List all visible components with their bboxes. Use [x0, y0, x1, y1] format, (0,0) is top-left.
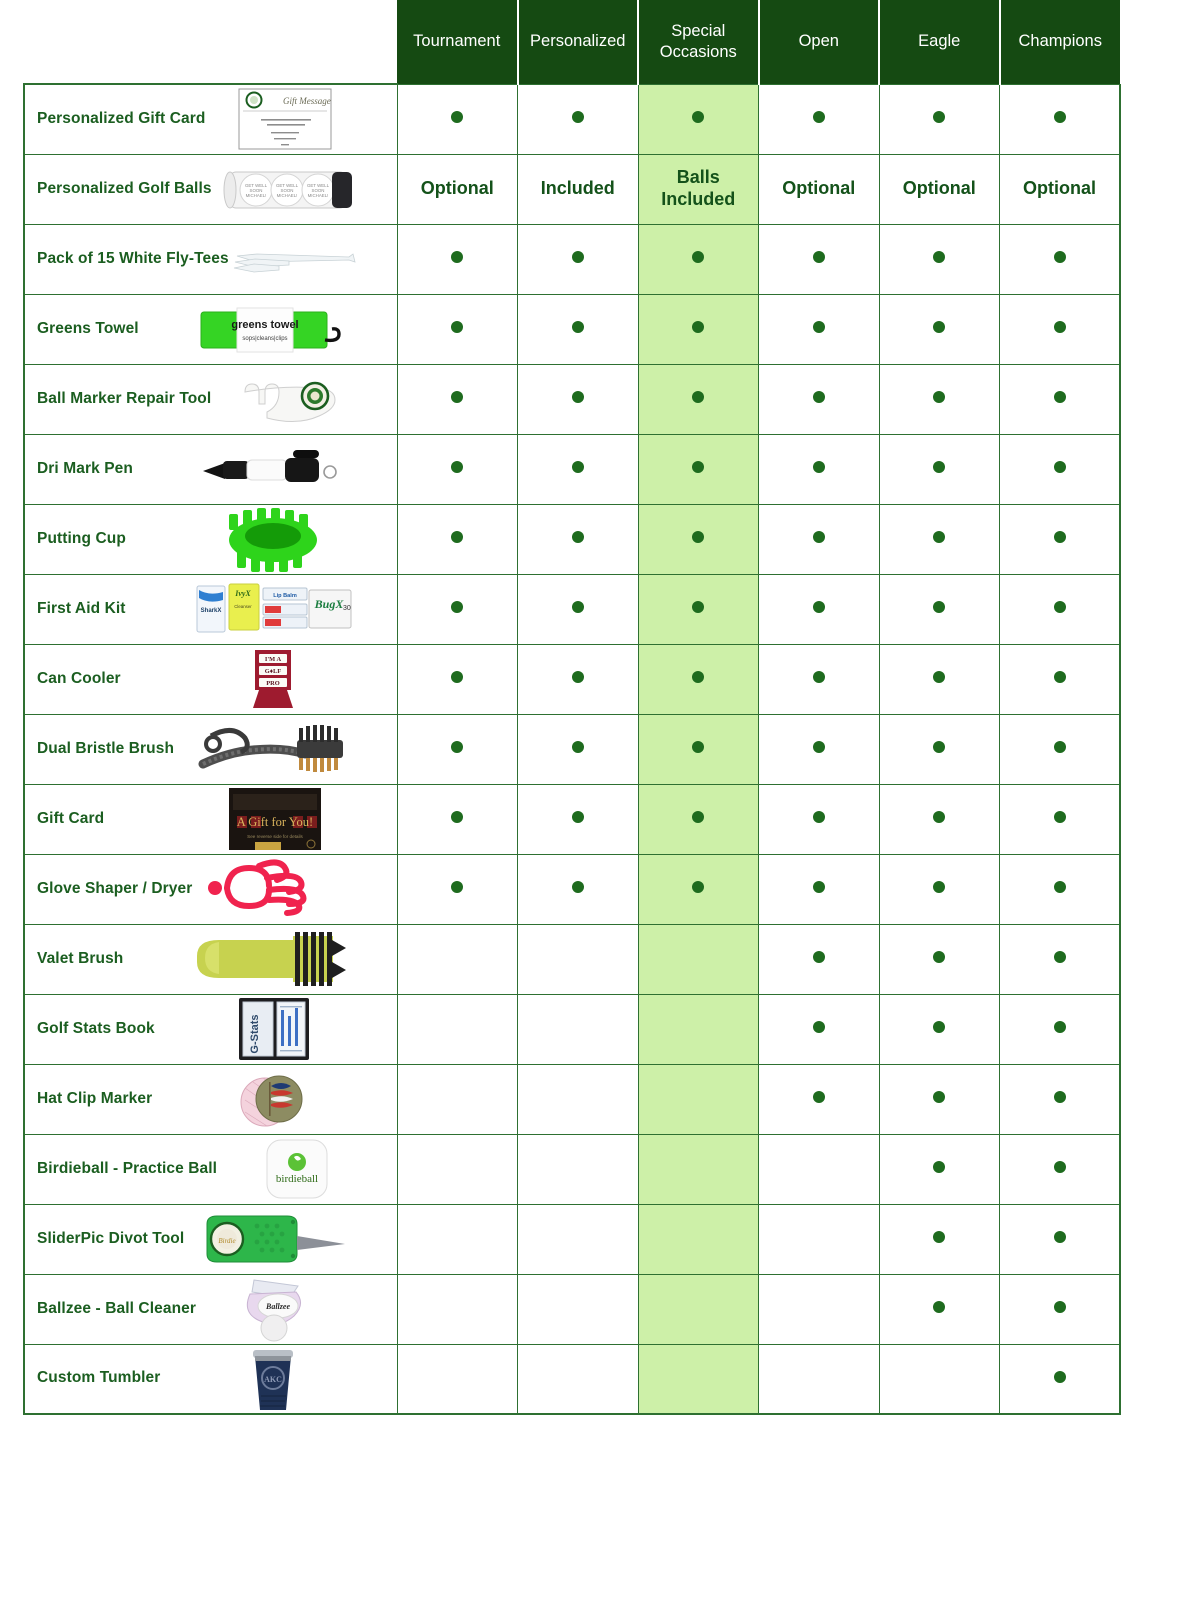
- cell-champions: [1000, 224, 1121, 294]
- cell-champions: [1000, 84, 1121, 154]
- included-dot-icon: [933, 461, 945, 473]
- included-dot-icon: [813, 321, 825, 333]
- cell-personalized: [518, 784, 639, 854]
- column-header-label: Eagle: [918, 32, 961, 51]
- cell-personalized: [518, 1134, 639, 1204]
- table-row: [24, 224, 1120, 294]
- included-dot-icon: [813, 251, 825, 263]
- item-cell: [24, 1274, 397, 1344]
- included-dot-icon: [933, 1301, 945, 1313]
- included-dot-icon: [933, 111, 945, 123]
- column-header-label: Tournament: [413, 32, 501, 51]
- table-row: [24, 1204, 1120, 1274]
- table-body: [24, 84, 1120, 1414]
- cell-open: [759, 294, 880, 364]
- custom-tumbler-image: [193, 1346, 353, 1412]
- cell-special_occasions: [638, 364, 759, 434]
- table-row: [24, 1134, 1120, 1204]
- cell-open: [759, 364, 880, 434]
- header-row: [24, 0, 1120, 84]
- item-cell: [24, 364, 397, 434]
- sliderpic-divot-tool-image: [193, 1206, 353, 1272]
- item-label: SliderPic Divot Tool: [37, 1229, 185, 1247]
- header-blank-corner: [24, 0, 397, 84]
- item-label: Dri Mark Pen: [37, 459, 133, 477]
- cell-special_occasions: [638, 994, 759, 1064]
- included-dot-icon: [692, 881, 704, 893]
- cell-eagle: [879, 84, 1000, 154]
- divot-repair-tool-image: [211, 366, 371, 432]
- cell-open: [759, 574, 880, 644]
- cell-special_occasions: [638, 854, 759, 924]
- cell-open: [759, 224, 880, 294]
- column-header-personalized: [518, 0, 639, 84]
- item-cell: [24, 154, 397, 224]
- item-label: Personalized Gift Card: [37, 109, 206, 127]
- included-dot-icon: [813, 601, 825, 613]
- included-dot-icon: [813, 811, 825, 823]
- cell-special_occasions: [638, 1204, 759, 1274]
- cell-eagle: [879, 1064, 1000, 1134]
- cell-special_occasions: [638, 644, 759, 714]
- table-row: [24, 1064, 1120, 1134]
- cell-eagle: [879, 854, 1000, 924]
- item-cell: [24, 1204, 397, 1274]
- included-dot-icon: [1054, 601, 1066, 613]
- included-dot-icon: [692, 671, 704, 683]
- included-dot-icon: [572, 811, 584, 823]
- cell-champions: [1000, 1204, 1121, 1274]
- column-header-label: Personalized: [530, 32, 626, 51]
- cell-tournament: [397, 294, 518, 364]
- cell-champions: [1000, 1064, 1121, 1134]
- item-cell: [24, 784, 397, 854]
- pen-image: [193, 436, 353, 502]
- included-dot-icon: [451, 811, 463, 823]
- included-dot-icon: [572, 671, 584, 683]
- cell-tournament: [397, 1204, 518, 1274]
- cell-special_occasions: [638, 224, 759, 294]
- included-dot-icon: [1054, 951, 1066, 963]
- item-label: Ballzee - Ball Cleaner: [37, 1299, 196, 1317]
- included-dot-icon: [451, 881, 463, 893]
- cell-eagle: [879, 574, 1000, 644]
- included-dot-icon: [1054, 1021, 1066, 1033]
- item-label: Valet Brush: [37, 949, 124, 967]
- cell-eagle: [879, 1274, 1000, 1344]
- cell-champions: [1000, 294, 1121, 364]
- table-row: [24, 784, 1120, 854]
- birdieball-image: [217, 1136, 377, 1202]
- cell-eagle: [879, 1344, 1000, 1414]
- item-label: Ball Marker Repair Tool: [37, 389, 212, 407]
- cell-open: [759, 854, 880, 924]
- included-dot-icon: [933, 1091, 945, 1103]
- included-dot-icon: [692, 811, 704, 823]
- included-dot-icon: [572, 881, 584, 893]
- cell-tournament: [397, 994, 518, 1064]
- cell-personalized: [518, 154, 639, 224]
- column-header-label-line1: Special: [671, 22, 726, 41]
- cell-eagle: [879, 434, 1000, 504]
- table-row: [24, 644, 1120, 714]
- table-row: [24, 1274, 1120, 1344]
- cell-personalized: [518, 574, 639, 644]
- cell-eagle: [879, 714, 1000, 784]
- cell-text: Optional: [1023, 178, 1096, 199]
- cell-personalized: [518, 1204, 639, 1274]
- cell-tournament: [397, 1344, 518, 1414]
- cell-champions: [1000, 714, 1121, 784]
- included-dot-icon: [1054, 811, 1066, 823]
- item-cell: [24, 1344, 397, 1414]
- column-header-label-line2: Occasions: [659, 42, 737, 61]
- included-dot-icon: [692, 321, 704, 333]
- item-label: Pack of 15 White Fly-Tees: [37, 249, 229, 267]
- cell-open: [759, 994, 880, 1064]
- included-dot-icon: [1054, 111, 1066, 123]
- cell-special_occasions: [638, 154, 759, 224]
- item-label: Glove Shaper / Dryer: [37, 879, 193, 897]
- cell-champions: [1000, 784, 1121, 854]
- cell-tournament: [397, 714, 518, 784]
- included-dot-icon: [1054, 1301, 1066, 1313]
- table-row: [24, 294, 1120, 364]
- included-dot-icon: [572, 531, 584, 543]
- included-dot-icon: [933, 391, 945, 403]
- cell-eagle: [879, 294, 1000, 364]
- included-dot-icon: [813, 741, 825, 753]
- cell-text: Optional: [902, 178, 976, 199]
- item-cell: [24, 294, 397, 364]
- cell-special_occasions: [638, 714, 759, 784]
- cell-open: [759, 924, 880, 994]
- cell-eagle: [879, 924, 1000, 994]
- column-header-champions: [1000, 0, 1121, 84]
- included-dot-icon: [1054, 671, 1066, 683]
- cell-personalized: [518, 1344, 639, 1414]
- item-label: Dual Bristle Brush: [37, 739, 175, 757]
- cell-open: [759, 1344, 880, 1414]
- included-dot-icon: [572, 461, 584, 473]
- included-dot-icon: [692, 531, 704, 543]
- included-dot-icon: [572, 321, 584, 333]
- cell-tournament: [397, 434, 518, 504]
- cell-eagle: [879, 154, 1000, 224]
- cell-eagle: [879, 364, 1000, 434]
- first-aid-packets-image: [193, 576, 353, 642]
- item-label: Golf Stats Book: [37, 1019, 155, 1037]
- cell-open: [759, 1134, 880, 1204]
- cell-special_occasions: [638, 784, 759, 854]
- item-cell: [24, 84, 397, 154]
- included-dot-icon: [933, 1021, 945, 1033]
- included-dot-icon: [451, 671, 463, 683]
- cell-tournament: [397, 84, 518, 154]
- item-cell: [24, 504, 397, 574]
- included-dot-icon: [933, 811, 945, 823]
- gift-card-image: [193, 786, 353, 852]
- included-dot-icon: [572, 741, 584, 753]
- cell-champions: [1000, 1274, 1121, 1344]
- included-dot-icon: [692, 391, 704, 403]
- cell-open: [759, 1064, 880, 1134]
- cell-tournament: [397, 1064, 518, 1134]
- putting-cup-image: [193, 506, 353, 572]
- item-cell: [24, 714, 397, 784]
- cell-personalized: [518, 294, 639, 364]
- item-label: Can Cooler: [37, 669, 121, 687]
- cell-tournament: [397, 924, 518, 994]
- included-dot-icon: [451, 601, 463, 613]
- cell-champions: [1000, 504, 1121, 574]
- included-dot-icon: [1054, 881, 1066, 893]
- table-row: [24, 924, 1120, 994]
- cell-champions: [1000, 1344, 1121, 1414]
- included-dot-icon: [813, 391, 825, 403]
- cell-tournament: [397, 574, 518, 644]
- cell-champions: [1000, 574, 1121, 644]
- club-brush-image: [193, 716, 353, 782]
- table-row: [24, 364, 1120, 434]
- included-dot-icon: [1054, 1231, 1066, 1243]
- cell-text: Optional: [782, 178, 856, 199]
- cell-open: [759, 644, 880, 714]
- package-comparison-table: [23, 0, 1121, 1415]
- table-row: [24, 994, 1120, 1064]
- included-dot-icon: [813, 1091, 825, 1103]
- cell-text: Optional: [420, 178, 494, 199]
- hat-clip-marker-image: [193, 1066, 353, 1132]
- cell-special_occasions: [638, 294, 759, 364]
- cell-champions: [1000, 154, 1121, 224]
- cell-personalized: [518, 84, 639, 154]
- cell-open: [759, 784, 880, 854]
- cell-champions: [1000, 644, 1121, 714]
- included-dot-icon: [692, 601, 704, 613]
- cell-special_occasions: [638, 84, 759, 154]
- included-dot-icon: [692, 461, 704, 473]
- column-header-tournament: [397, 0, 518, 84]
- included-dot-icon: [813, 951, 825, 963]
- included-dot-icon: [813, 881, 825, 893]
- included-dot-icon: [933, 881, 945, 893]
- item-label: Custom Tumbler: [37, 1369, 161, 1387]
- column-header-label: Open: [798, 32, 839, 51]
- cell-open: [759, 154, 880, 224]
- cell-special_occasions: [638, 1344, 759, 1414]
- cell-tournament: [397, 1134, 518, 1204]
- cell-special_occasions: [638, 1134, 759, 1204]
- item-cell: [24, 1064, 397, 1134]
- gift-certificate-image: [205, 86, 365, 152]
- item-cell: [24, 644, 397, 714]
- column-header-eagle: [879, 0, 1000, 84]
- cell-eagle: [879, 784, 1000, 854]
- table-row: [24, 854, 1120, 924]
- cell-special_occasions: [638, 434, 759, 504]
- column-header-open: [759, 0, 880, 84]
- cell-eagle: [879, 1204, 1000, 1274]
- cell-personalized: [518, 924, 639, 994]
- included-dot-icon: [451, 461, 463, 473]
- item-cell: [24, 1134, 397, 1204]
- cell-open: [759, 434, 880, 504]
- table-row: [24, 714, 1120, 784]
- cell-tournament: [397, 854, 518, 924]
- cell-special_occasions: [638, 1274, 759, 1344]
- cell-champions: [1000, 1134, 1121, 1204]
- column-header-label: Champions: [1018, 32, 1102, 51]
- item-label: First Aid Kit: [37, 599, 126, 617]
- golf-ball-sleeve-image: [212, 156, 372, 222]
- item-label: Greens Towel: [37, 319, 139, 337]
- cell-open: [759, 1204, 880, 1274]
- cell-tournament: [397, 644, 518, 714]
- cell-tournament: [397, 784, 518, 854]
- cell-personalized: [518, 434, 639, 504]
- included-dot-icon: [1054, 741, 1066, 753]
- cell-champions: [1000, 994, 1121, 1064]
- item-cell: [24, 224, 397, 294]
- item-cell: [24, 434, 397, 504]
- column-header-special-occasions: [638, 0, 759, 84]
- included-dot-icon: [933, 1231, 945, 1243]
- can-koozie-image: [193, 646, 353, 712]
- cell-champions: [1000, 854, 1121, 924]
- included-dot-icon: [933, 251, 945, 263]
- item-label: Birdieball - Practice Ball: [37, 1159, 218, 1177]
- included-dot-icon: [1054, 1371, 1066, 1383]
- cell-champions: [1000, 434, 1121, 504]
- cell-personalized: [518, 224, 639, 294]
- cell-personalized: [518, 714, 639, 784]
- table-row: [24, 1344, 1120, 1414]
- included-dot-icon: [813, 111, 825, 123]
- included-dot-icon: [451, 741, 463, 753]
- included-dot-icon: [572, 251, 584, 263]
- included-dot-icon: [692, 251, 704, 263]
- included-dot-icon: [933, 321, 945, 333]
- included-dot-icon: [692, 111, 704, 123]
- included-dot-icon: [451, 251, 463, 263]
- included-dot-icon: [451, 111, 463, 123]
- included-dot-icon: [933, 531, 945, 543]
- included-dot-icon: [692, 741, 704, 753]
- cell-open: [759, 714, 880, 784]
- included-dot-icon: [933, 1161, 945, 1173]
- table-header: [24, 0, 1120, 84]
- cell-open: [759, 1274, 880, 1344]
- cell-tournament: [397, 224, 518, 294]
- included-dot-icon: [933, 671, 945, 683]
- included-dot-icon: [813, 671, 825, 683]
- included-dot-icon: [1054, 1161, 1066, 1173]
- included-dot-icon: [1054, 1091, 1066, 1103]
- cell-open: [759, 504, 880, 574]
- cell-tournament: [397, 154, 518, 224]
- item-cell: [24, 994, 397, 1064]
- item-cell: [24, 924, 397, 994]
- cell-personalized: [518, 994, 639, 1064]
- cell-personalized: [518, 854, 639, 924]
- included-dot-icon: [933, 741, 945, 753]
- included-dot-icon: [933, 951, 945, 963]
- cell-special_occasions: [638, 924, 759, 994]
- table-row: [24, 84, 1120, 154]
- cell-tournament: [397, 364, 518, 434]
- included-dot-icon: [813, 531, 825, 543]
- greens-towel-image: [193, 296, 353, 362]
- cell-eagle: [879, 994, 1000, 1064]
- cell-eagle: [879, 644, 1000, 714]
- cell-text: Balls Included: [661, 167, 736, 209]
- included-dot-icon: [933, 601, 945, 613]
- included-dot-icon: [572, 391, 584, 403]
- item-cell: [24, 854, 397, 924]
- item-label: Gift Card: [37, 809, 105, 827]
- included-dot-icon: [813, 461, 825, 473]
- cell-eagle: [879, 1134, 1000, 1204]
- stats-book-image: [193, 996, 353, 1062]
- cell-personalized: [518, 364, 639, 434]
- included-dot-icon: [813, 1021, 825, 1033]
- included-dot-icon: [1054, 391, 1066, 403]
- golf-tees-image: [229, 226, 389, 292]
- cell-champions: [1000, 364, 1121, 434]
- included-dot-icon: [451, 321, 463, 333]
- cell-personalized: [518, 644, 639, 714]
- cell-personalized: [518, 1274, 639, 1344]
- included-dot-icon: [572, 111, 584, 123]
- item-cell: [24, 574, 397, 644]
- cell-eagle: [879, 504, 1000, 574]
- ballzee-image: [196, 1276, 356, 1342]
- cell-tournament: [397, 504, 518, 574]
- item-label: Personalized Golf Balls: [37, 179, 212, 197]
- included-dot-icon: [451, 391, 463, 403]
- cell-eagle: [879, 224, 1000, 294]
- table-row: [24, 504, 1120, 574]
- cell-special_occasions: [638, 574, 759, 644]
- cell-special_occasions: [638, 1064, 759, 1134]
- included-dot-icon: [1054, 531, 1066, 543]
- table-row: [24, 434, 1120, 504]
- cell-champions: [1000, 924, 1121, 994]
- included-dot-icon: [451, 531, 463, 543]
- table-row: [24, 574, 1120, 644]
- cell-open: [759, 84, 880, 154]
- cell-tournament: [397, 1274, 518, 1344]
- valet-brush-image: [193, 926, 353, 992]
- cell-special_occasions: [638, 504, 759, 574]
- table-row: [24, 154, 1120, 224]
- item-label: Putting Cup: [37, 529, 126, 547]
- item-label: Hat Clip Marker: [37, 1089, 153, 1107]
- included-dot-icon: [1054, 321, 1066, 333]
- cell-text: Included: [540, 178, 615, 199]
- included-dot-icon: [1054, 251, 1066, 263]
- glove-shaper-image: [193, 856, 353, 922]
- cell-personalized: [518, 1064, 639, 1134]
- cell-personalized: [518, 504, 639, 574]
- included-dot-icon: [1054, 461, 1066, 473]
- included-dot-icon: [572, 601, 584, 613]
